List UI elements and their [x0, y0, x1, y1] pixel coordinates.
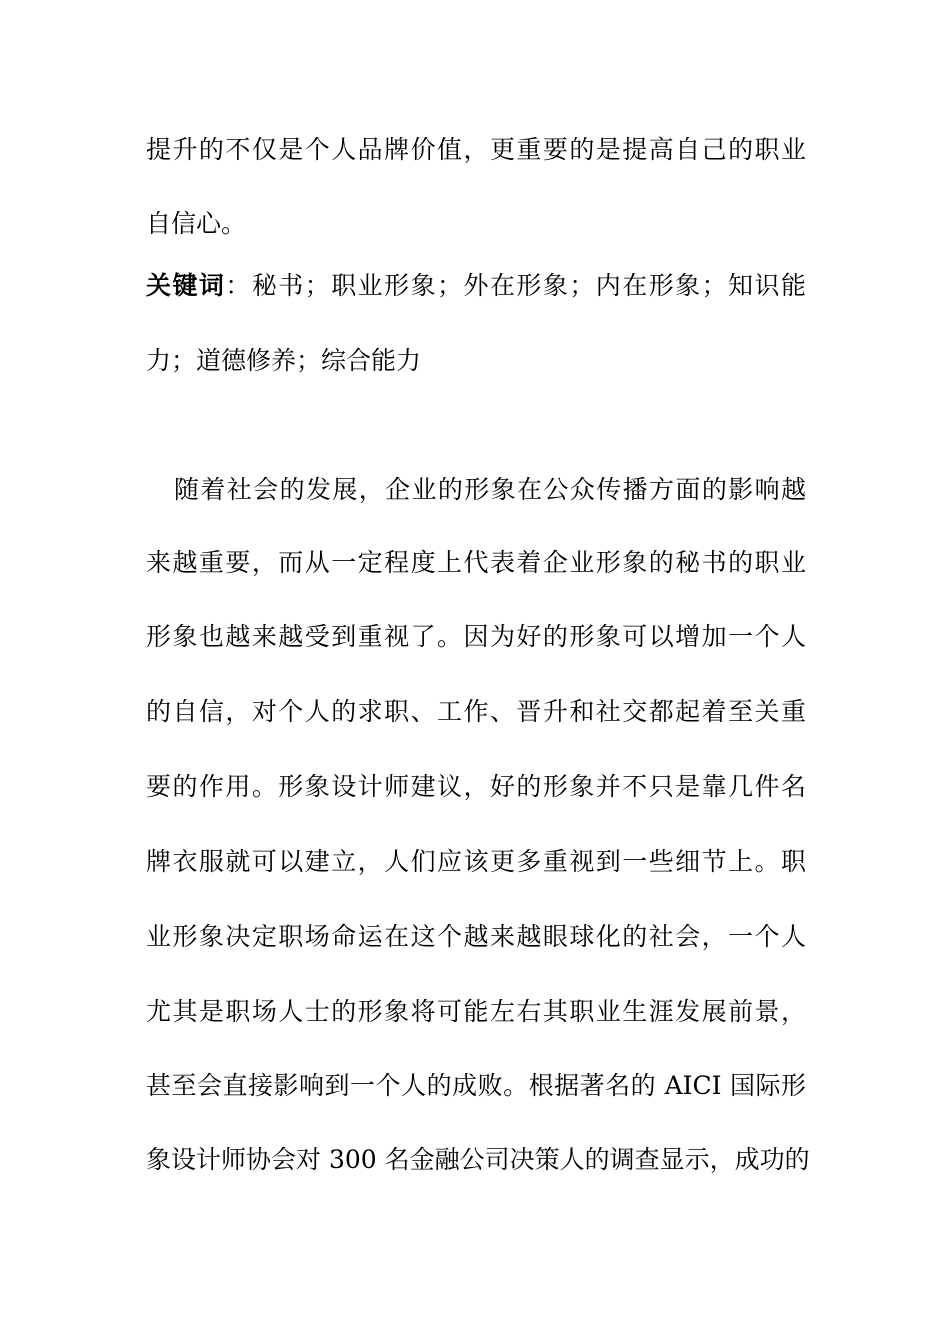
body-line-6: 牌衣服就可以建立，人们应该更多重视到一些细节上。职 [146, 847, 806, 876]
body-line-7: 业形象决定职场命运在这个越来越眼球化的社会，一个人 [146, 922, 806, 951]
body-line-1: 随着社会的发展，企业的形象在公众传播方面的影响越 [174, 475, 806, 504]
keywords-line-2: 力；道德修养；综合能力 [146, 346, 422, 375]
keywords-line-1 [146, 270, 806, 302]
body-line-9: 甚至会直接影响到一个人的成败。根据著名的 AICI 国际形 [146, 1071, 806, 1100]
body-line-5: 要的作用。形象设计师建议，好的形象并不只是靠几件名 [146, 772, 806, 801]
keywords-label: 关键词 [146, 271, 226, 300]
body-line-10: 象设计师协会对 300 名金融公司决策人的调查显示，成功的 [146, 1145, 810, 1174]
body-line-4: 的自信，对个人的求职、工作、晋升和社交都起着至关重 [146, 697, 806, 726]
keywords-list-part-1: ：秘书；职业形象；外在形象；内在形象；知识能 [225, 271, 806, 300]
body-line-8: 尤其是职场人士的形象将可能左右其职业生涯发展前景， [146, 997, 806, 1026]
abstract-line-2: 自信心。 [146, 209, 247, 238]
abstract-line-1: 提升的不仅是个人品牌价值，更重要的是提高自己的职业 [146, 135, 806, 164]
body-line-2: 来越重要，而从一定程度上代表着企业形象的秘书的职业 [146, 548, 806, 577]
body-line-3: 形象也越来越受到重视了。因为好的形象可以增加一个人 [146, 622, 806, 651]
